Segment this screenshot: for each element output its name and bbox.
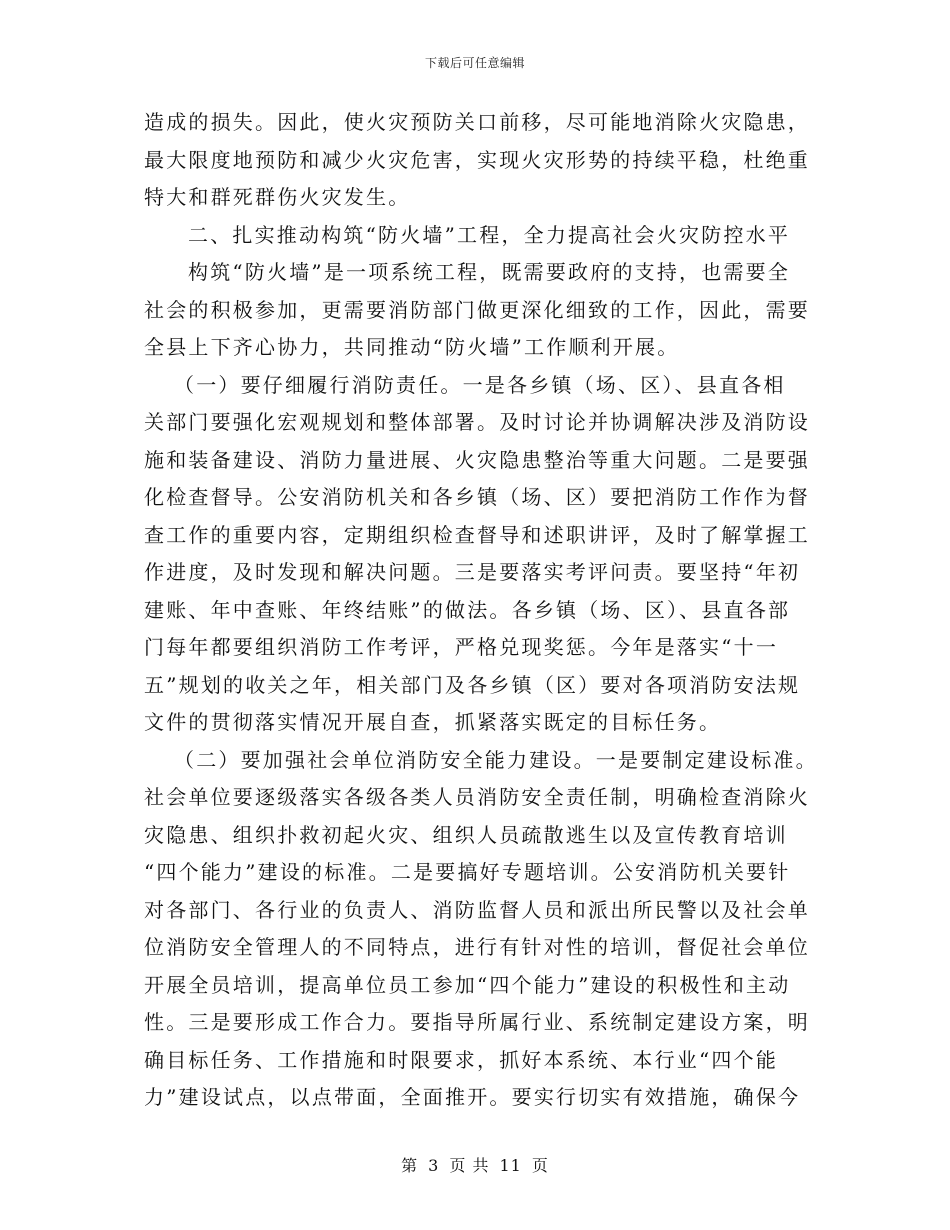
text-line: 关部门要强化宏观规划和整体部署。及时讨论并协调解决涉及消防设 bbox=[144, 410, 810, 434]
text-line: 查工作的重要内容，定期组织检查督导和述职讲评，及时了解掌握工 bbox=[144, 522, 810, 547]
text-line: 社会单位要逐级落实各级各类人员消防安全责任制，明确检查消除火 bbox=[144, 785, 810, 809]
text-line: 作进度，及时发现和解决问题。三是要落实考评问责。要坚持“年初 bbox=[144, 560, 801, 584]
section-heading: 二、扎实推动构筑“防火墙”工程，全力提高社会火灾防控水平 bbox=[188, 222, 791, 247]
document-body bbox=[144, 104, 824, 1117]
page-footer bbox=[0, 1153, 950, 1176]
text-line: 全县上下齐心协力，共同推动“防火墙”工作顺利开展。 bbox=[144, 335, 680, 359]
text-line: 性。三是要形成工作合力。要指导所属行业、系统制定建设方案，明 bbox=[144, 1010, 810, 1034]
header-note: 下载后可任意编辑 bbox=[424, 56, 525, 70]
text-line: 施和装备建设、消防力量进展、火灾隐患整治等重大问题。二是要强 bbox=[144, 447, 810, 472]
text-line: 社会的积极参加，更需要消防部门做更深化细致的工作，因此，需要 bbox=[144, 297, 810, 322]
footer-prefix: 第 bbox=[401, 1156, 419, 1175]
text-line: 灾隐患、组织扑救初起火灾、组织人员疏散逃生以及宣传教育培训 bbox=[144, 822, 788, 847]
text-line: 最大限度地预防和减少火灾危害，实现火灾形势的持续平稳，杜绝重 bbox=[144, 147, 810, 172]
footer-suffix: 页 bbox=[531, 1156, 549, 1175]
text-line: 特大和群死群伤火灾发生。 bbox=[144, 185, 411, 209]
text-line: 门每年都要组织消防工作考评，严格兑现奖惩。今年是落实“十一 bbox=[144, 635, 779, 659]
text-line: （二）要加强社会单位消防安全能力建设。一是要制定建设标准。 bbox=[174, 747, 818, 772]
text-line: 建账、年中查账、年终结账”的做法。各乡镇（场、区）、县直各部 bbox=[144, 597, 791, 622]
text-line: 构筑“防火墙”是一项系统工程，既需要政府的支持，也需要全 bbox=[188, 260, 791, 284]
footer-middle: 页 共 bbox=[449, 1156, 490, 1175]
text-line: 化检查督导。公安消防机关和各乡镇（场、区）要把消防工作作为督 bbox=[144, 485, 810, 509]
page-number: 3 bbox=[428, 1156, 440, 1175]
text-line: 对各部门、各行业的负责人、消防监督人员和派出所民警以及社会单 bbox=[144, 897, 810, 922]
text-line: 五”规划的收关之年，相关部门及各乡镇（区）要对各项消防安法规 bbox=[144, 672, 801, 697]
text-line: “四个能力”建设的标准。二是要搞好专题培训。公安消防机关要针 bbox=[144, 860, 791, 884]
text-line: 开展全员培训，提高单位员工参加“四个能力”建设的积极性和主动 bbox=[144, 972, 791, 997]
text-line: （一）要仔细履行消防责任。一是各乡镇（场、区）、县直各相 bbox=[174, 372, 786, 397]
text-line: 文件的贯彻落实情况开展自查，抓紧落实既定的目标任务。 bbox=[144, 710, 722, 734]
text-line: 造成的损失。因此，使火灾预防关口前移，尽可能地消除火灾隐患， bbox=[144, 110, 810, 134]
text-line: 力”建设试点，以点带面，全面推开。要实行切实有效措施，确保今 bbox=[144, 1085, 801, 1109]
total-pages: 11 bbox=[499, 1156, 522, 1175]
text-line: 确目标任务、工作措施和时限要求，抓好本系统、本行业“四个能 bbox=[144, 1047, 779, 1072]
text-line: 位消防安全管理人的不同特点，进行有针对性的培训，督促社会单位 bbox=[144, 935, 810, 959]
